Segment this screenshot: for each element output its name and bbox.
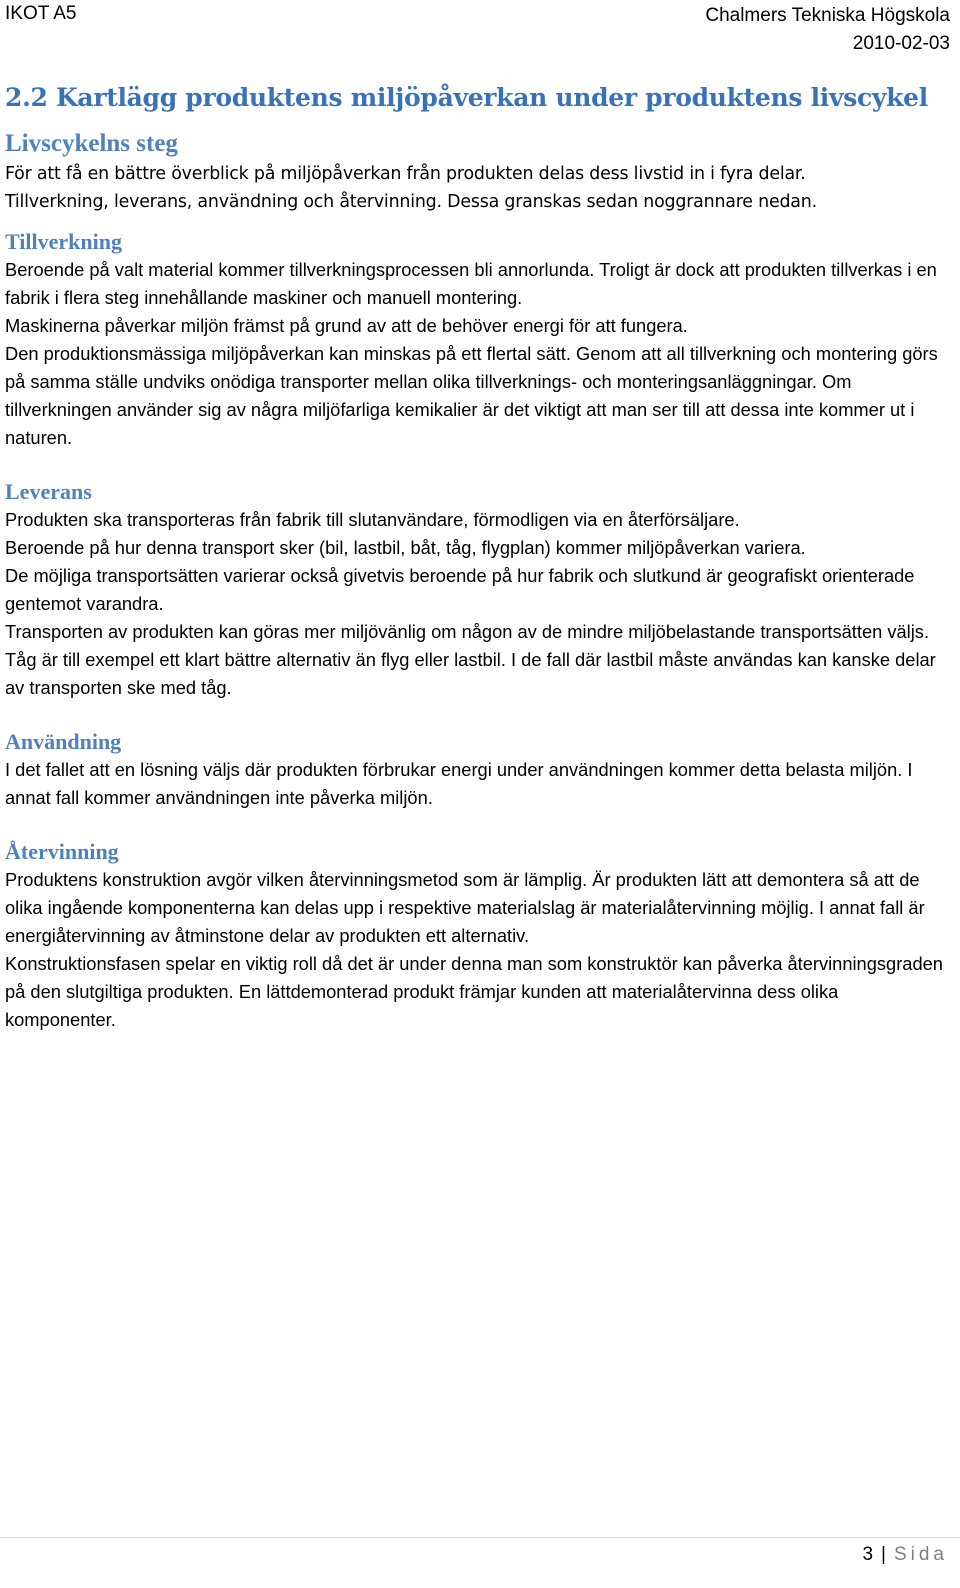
section-title-atervinning: Återvinning xyxy=(5,839,119,864)
paragraph-line: För att få en bättre överblick på miljöpåverkan från produkten delas dess livstid in i fyra delar. xyxy=(5,164,806,184)
paragraph: Maskinerna påverkar miljön främst på grund av att de behöver energi för att fungera. xyxy=(5,315,688,336)
document-body xyxy=(5,80,953,1034)
section-title-leverans: Leverans xyxy=(5,479,92,504)
section-tillverkning xyxy=(5,228,953,452)
header-course: IKOT A5 xyxy=(5,3,77,24)
paragraph: Den produktionsmässiga miljöpåverkan kan minskas på ett flertal sätt. Genom att all tillverkning och montering görs på samma ställe undviks onödiga transporter mellan olika tillverknings- och monteringsanläggningar. Om tillverkningen använder sig av några miljöfarliga kemikalier är det viktigt att man ser till att dessa inte kommer ut i naturen. xyxy=(5,343,938,448)
paragraph: I det fallet att en lösning väljs där produkten förbrukar energi under användningen kommer detta belasta miljön. I annat fall kommer användningen inte påverka miljön. xyxy=(5,759,913,808)
paragraph: Produkten ska transporteras från fabrik till slutanvändare, förmodligen via en återförsäljare. xyxy=(5,509,740,530)
paragraph: Beroende på hur denna transport sker (bil, lastbil, båt, tåg, flygplan) kommer miljöpåverkan variera. xyxy=(5,537,806,558)
section-leverans xyxy=(5,478,953,702)
paragraph: Produktens konstruktion avgör vilken återvinningsmetod som är lämplig. Är produkten lätt att demontera så att de olika ingående komponenterna kan delas upp i respektive materialslag är materialåtervinning möjlig. I annat fall är energiåtervinning av åtminstone delar av produkten ett alternativ. xyxy=(5,869,925,946)
paragraph: Transporten av produkten kan göras mer miljövänlig om någon av de mindre miljöbelastande transportsätten väljs. Tåg är till exempel ett klart bättre alternativ än flyg eller lastbil. I de fall där lastbil måste användas kan kanske delar av transporten ske med tåg. xyxy=(5,621,936,698)
section-title-livscykel: Livscykelns steg xyxy=(5,130,178,157)
header-right xyxy=(705,2,950,58)
page-word: Sida xyxy=(893,1544,948,1565)
section-title-tillverkning: Tillverkning xyxy=(5,229,122,254)
section-anvandning xyxy=(5,728,953,812)
header-date: 2010-02-03 xyxy=(852,33,950,54)
header-organization: Chalmers Tekniska Högskola xyxy=(705,5,950,26)
section-livscykel xyxy=(5,128,953,216)
page-heading: 2.2 Kartlägg produktens miljöpåverkan under produktens livscykel xyxy=(5,83,928,112)
section-atervinning xyxy=(5,838,953,1034)
paragraph: De möjliga transportsätten varierar också givetvis beroende på hur fabrik och slutkund är geografiskt orienterade gentemot varandra. xyxy=(5,565,915,614)
page-number: 3 xyxy=(862,1544,874,1565)
section-title-anvandning: Användning xyxy=(5,729,122,754)
paragraph-line: Tillverkning, leverans, användning och återvinning. Dessa granskas sedan noggrannare nedan. xyxy=(5,192,817,212)
footer-divider xyxy=(0,1537,960,1538)
paragraph: Konstruktionsfasen spelar en viktig roll då det är under denna man som konstruktör kan påverka återvinningsgraden på den slutgiltiga produkten. En lättdemonterad produkt främjar kunden att materialåtervinna dess olika komponenter. xyxy=(5,953,943,1030)
footer-separator: | xyxy=(881,1544,886,1565)
page-footer xyxy=(862,1541,948,1569)
paragraph: Beroende på valt material kommer tillverkningsprocessen bli annorlunda. Troligt är dock att produkten tillverkas i en fabrik i flera steg innehållande maskiner och manuell montering. xyxy=(5,259,937,308)
